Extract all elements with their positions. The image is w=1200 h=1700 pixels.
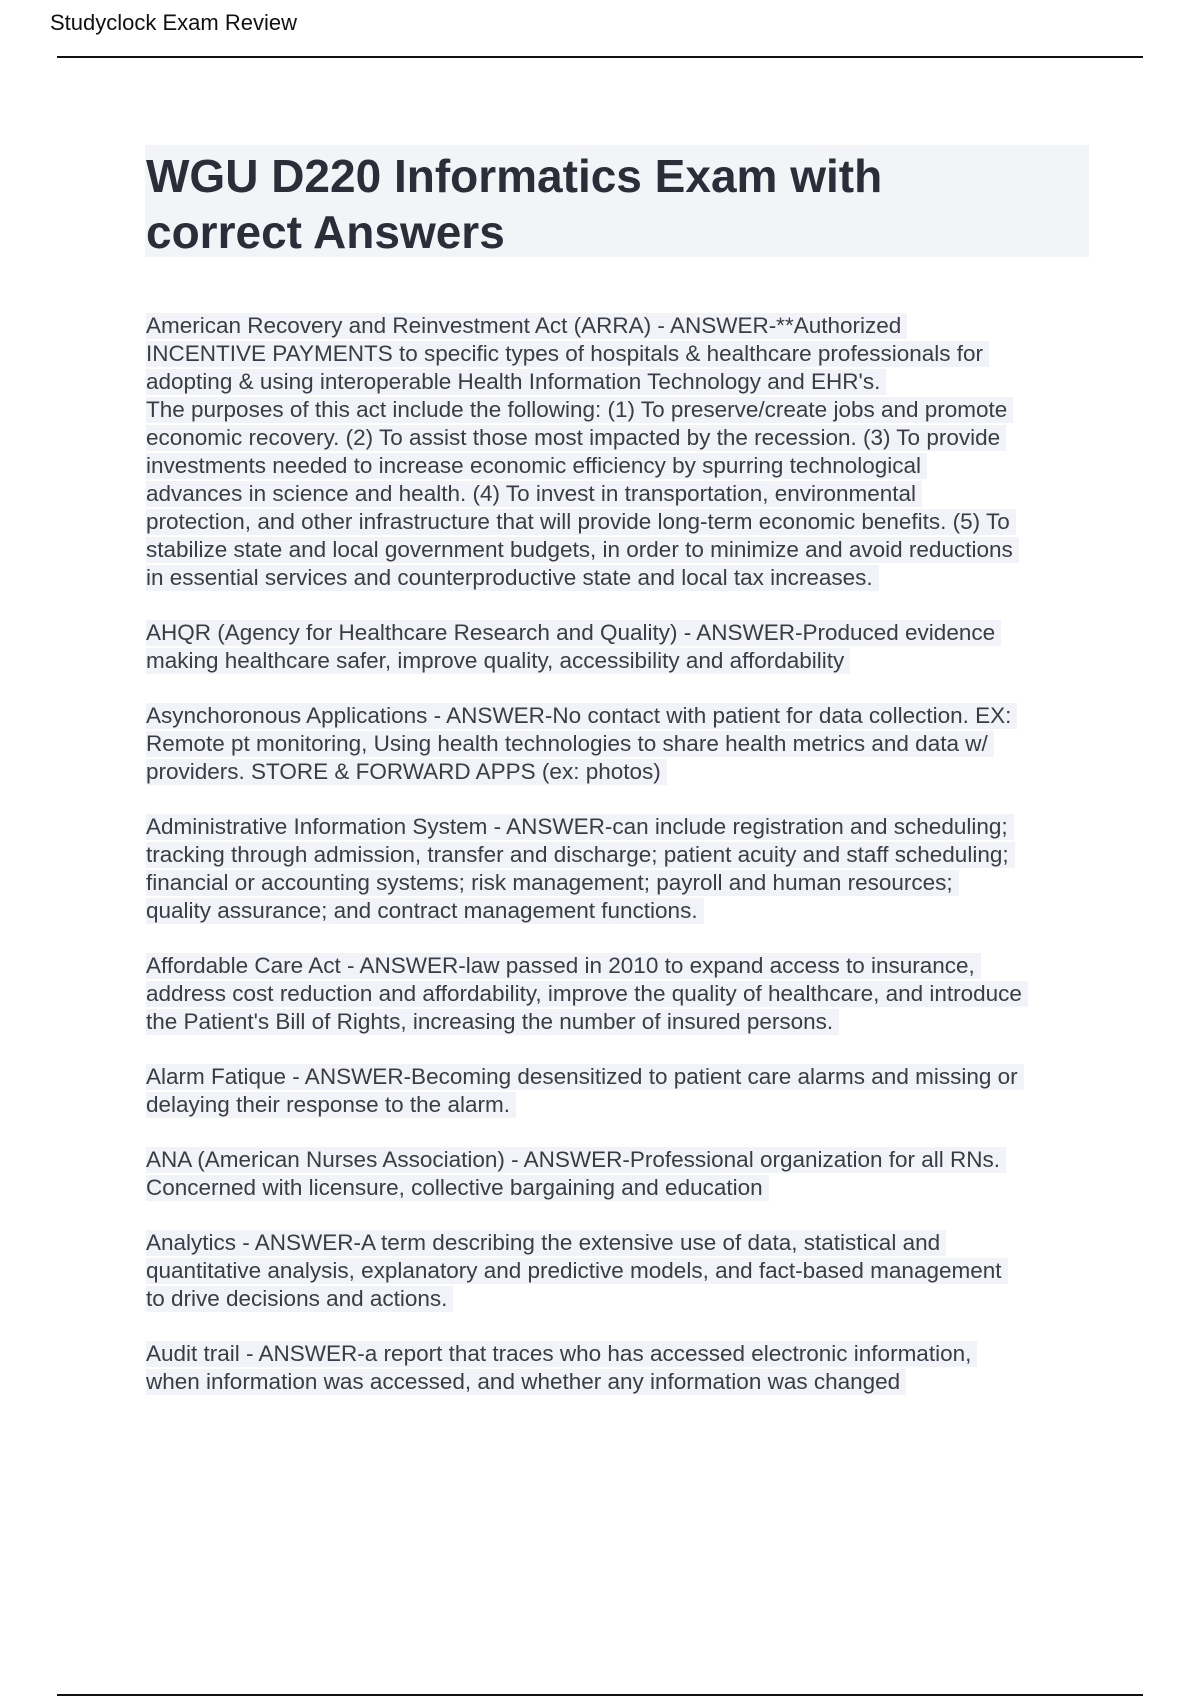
entry-line-text: making healthcare safer, improve quality, accessibility and affordability bbox=[146, 648, 850, 674]
entry-line-text: the Patient's Bill of Rights, increasing the number of insured persons. bbox=[146, 1009, 839, 1035]
entry-line-text: Audit trail - ANSWER-a report that traces who has accessed electronic information, bbox=[146, 1341, 977, 1367]
document-title-line-2: correct Answers bbox=[146, 206, 505, 258]
entry-line-text: financial or accounting systems; risk management; payroll and human resources; bbox=[146, 870, 959, 896]
entry-line bbox=[146, 1091, 1090, 1119]
glossary-entry bbox=[146, 312, 1090, 592]
entry-line bbox=[146, 841, 1090, 869]
entry-line-text: protection, and other infrastructure that will provide long-term economic benefits. (5) To bbox=[146, 509, 1016, 535]
footer-divider bbox=[57, 1694, 1143, 1696]
entry-line bbox=[146, 1008, 1090, 1036]
entry-line-text: in essential services and counterproductive state and local tax increases. bbox=[146, 565, 879, 591]
entry-line bbox=[146, 1285, 1090, 1313]
entry-line bbox=[146, 619, 1090, 647]
entry-line bbox=[146, 1340, 1090, 1368]
entry-line-text: The purposes of this act include the following: (1) To preserve/create jobs and promote bbox=[146, 397, 1013, 423]
glossary-entry bbox=[146, 813, 1090, 925]
glossary-entry bbox=[146, 1146, 1090, 1202]
glossary-entry bbox=[146, 952, 1090, 1036]
entry-line-text: adopting & using interoperable Health Information Technology and EHR's. bbox=[146, 369, 886, 395]
document-title bbox=[146, 148, 1076, 260]
glossary-entries bbox=[146, 312, 1090, 1423]
entry-line bbox=[146, 1257, 1090, 1285]
entry-line-text: INCENTIVE PAYMENTS to specific types of hospitals & healthcare professionals for bbox=[146, 341, 989, 367]
entry-line bbox=[146, 1174, 1090, 1202]
entry-line-text: tracking through admission, transfer and discharge; patient acuity and staff scheduling; bbox=[146, 842, 1015, 868]
entry-line-text: Concerned with licensure, collective bargaining and education bbox=[146, 1175, 769, 1201]
entry-line bbox=[146, 758, 1090, 786]
entry-line-text: Remote pt monitoring, Using health technologies to share health metrics and data w/ bbox=[146, 731, 994, 757]
page-header-site-name: Studyclock Exam Review bbox=[50, 10, 297, 35]
glossary-entry bbox=[146, 702, 1090, 786]
entry-line-text: providers. STORE & FORWARD APPS (ex: photos) bbox=[146, 759, 667, 785]
entry-line bbox=[146, 368, 1090, 396]
entry-line bbox=[146, 980, 1090, 1008]
entry-line-text: advances in science and health. (4) To invest in transportation, environmental bbox=[146, 481, 922, 507]
entry-line-text: economic recovery. (2) To assist those most impacted by the recession. (3) To provide bbox=[146, 425, 1006, 451]
entry-line bbox=[146, 564, 1090, 592]
entry-line bbox=[146, 396, 1090, 424]
entry-line-text: ANA (American Nurses Association) - ANSWER-Professional organization for all RNs. bbox=[146, 1147, 1006, 1173]
entry-line-text: quality assurance; and contract management functions. bbox=[146, 898, 704, 924]
entry-line bbox=[146, 312, 1090, 340]
entry-line-text: Asynchoronous Applications - ANSWER-No contact with patient for data collection. EX: bbox=[146, 703, 1017, 729]
entry-line-text: Administrative Information System - ANSWER-can include registration and scheduling; bbox=[146, 814, 1014, 840]
glossary-entry bbox=[146, 619, 1090, 675]
entry-line-text: to drive decisions and actions. bbox=[146, 1286, 453, 1312]
entry-line bbox=[146, 452, 1090, 480]
entry-line bbox=[146, 897, 1090, 925]
entry-line bbox=[146, 1063, 1090, 1091]
entry-line-text: when information was accessed, and whether any information was changed bbox=[146, 1369, 906, 1395]
entry-line bbox=[146, 424, 1090, 452]
entry-line bbox=[146, 730, 1090, 758]
document-title-line-1: WGU D220 Informatics Exam with bbox=[146, 150, 883, 202]
entry-line bbox=[146, 1368, 1090, 1396]
entry-line-text: Analytics - ANSWER-A term describing the extensive use of data, statistical and bbox=[146, 1230, 946, 1256]
glossary-entry bbox=[146, 1063, 1090, 1119]
entry-line bbox=[146, 536, 1090, 564]
entry-line bbox=[146, 1146, 1090, 1174]
header-divider bbox=[57, 56, 1143, 58]
glossary-entry bbox=[146, 1340, 1090, 1396]
entry-line bbox=[146, 813, 1090, 841]
entry-line bbox=[146, 647, 1090, 675]
entry-line-text: quantitative analysis, explanatory and predictive models, and fact-based management bbox=[146, 1258, 1008, 1284]
entry-line bbox=[146, 952, 1090, 980]
entry-line-text: Alarm Fatique - ANSWER-Becoming desensitized to patient care alarms and missing or bbox=[146, 1064, 1024, 1090]
entry-line-text: stabilize state and local government budgets, in order to minimize and avoid reductions bbox=[146, 537, 1019, 563]
entry-line bbox=[146, 702, 1090, 730]
entry-line-text: Affordable Care Act - ANSWER-law passed in 2010 to expand access to insurance, bbox=[146, 953, 981, 979]
entry-line bbox=[146, 1229, 1090, 1257]
entry-line bbox=[146, 508, 1090, 536]
entry-line-text: American Recovery and Reinvestment Act (ARRA) - ANSWER-**Authorized bbox=[146, 313, 907, 339]
entry-line-text: address cost reduction and affordability, improve the quality of healthcare, and introduce bbox=[146, 981, 1028, 1007]
glossary-entry bbox=[146, 1229, 1090, 1313]
entry-line bbox=[146, 869, 1090, 897]
entry-line-text: delaying their response to the alarm. bbox=[146, 1092, 516, 1118]
entry-line bbox=[146, 340, 1090, 368]
entry-line bbox=[146, 480, 1090, 508]
entry-line-text: AHQR (Agency for Healthcare Research and Quality) - ANSWER-Produced evidence bbox=[146, 620, 1001, 646]
entry-line-text: investments needed to increase economic efficiency by spurring technological bbox=[146, 453, 927, 479]
